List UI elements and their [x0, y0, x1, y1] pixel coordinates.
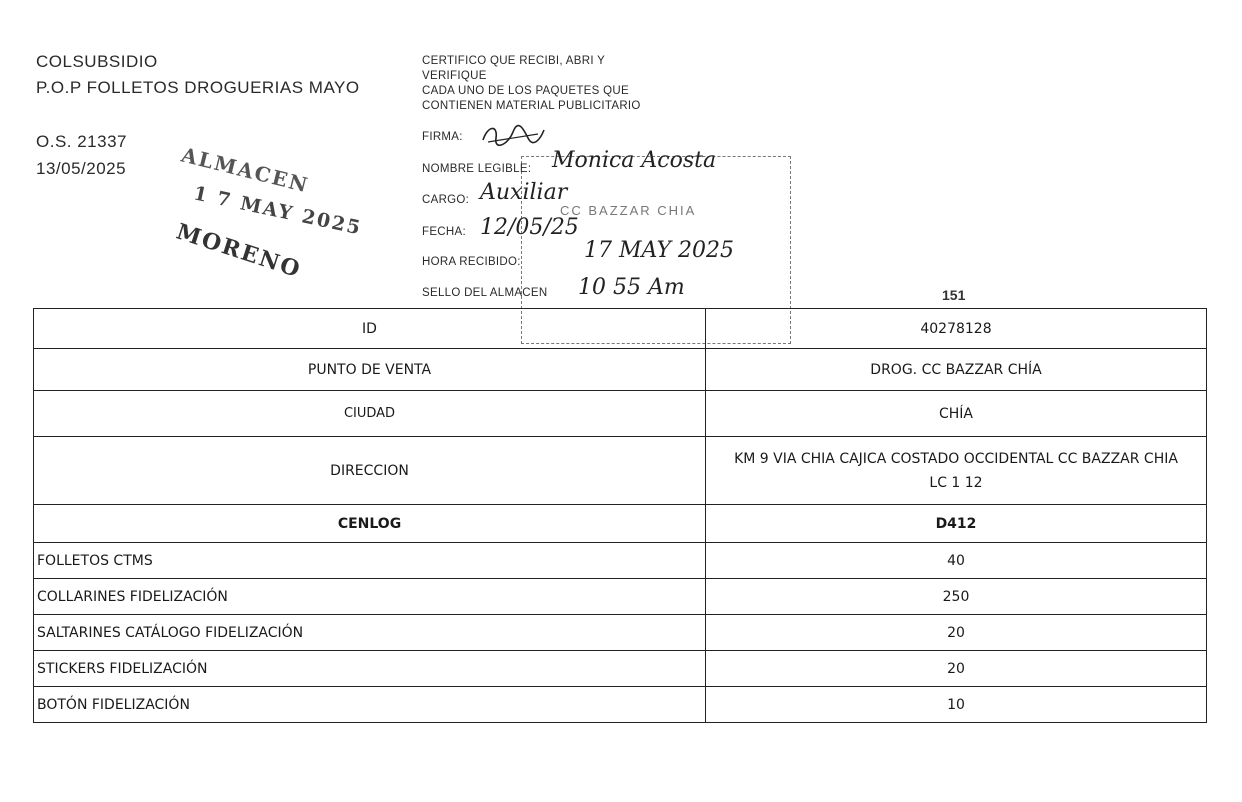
table-row: [34, 543, 1207, 579]
hora-value: 17 MAY 2025: [584, 238, 735, 263]
stamp-date: 1 7 MAY 2025: [191, 182, 364, 240]
stamp-location: MORENO: [173, 218, 305, 284]
row-value-collarines: 250: [706, 579, 1207, 615]
table-row: [34, 349, 1207, 391]
table-row: [34, 505, 1207, 543]
row-value-folletos: 40: [706, 543, 1207, 579]
table-row: [34, 615, 1207, 651]
signature-image: [478, 120, 548, 155]
row-label-collarines: COLLARINES FIDELIZACIÓN: [34, 579, 706, 615]
certificate-line-1: CERTIFICO QUE RECIBI, ABRI Y: [422, 55, 606, 67]
row-value-boton: 10: [706, 687, 1207, 723]
hora-label: HORA RECIBIDO:: [422, 256, 521, 268]
row-value-direccion: KM 9 VIA CHIA CAJICA COSTADO OCCIDENTAL CC BAZZAR CHIA LC 1 12: [706, 437, 1207, 505]
nombre-label: NOMBRE LEGIBLE:: [422, 163, 532, 175]
row-label-saltarines: SALTARINES CATÁLOGO FIDELIZACIÓN: [34, 615, 706, 651]
firma-label: FIRMA:: [422, 131, 463, 143]
certificate-line-2: VERIFIQUE: [422, 70, 487, 82]
sello-value: 10 55 Am: [578, 275, 685, 300]
stamp-inner-text: CC BAZZAR CHIA: [560, 203, 697, 218]
sello-label: SELLO DEL ALMACEN: [422, 287, 548, 299]
table-row: [34, 437, 1207, 505]
certificate-line-3: CADA UNO DE LOS PAQUETES QUE: [422, 85, 629, 97]
row-value-ciudad: CHÍA: [706, 391, 1207, 437]
row-value-saltarines: 20: [706, 615, 1207, 651]
certificate-text: [422, 54, 641, 114]
company-name: COLSUBSIDIO: [36, 52, 158, 71]
nombre-value: Monica Acosta: [552, 148, 717, 173]
table-row: [34, 391, 1207, 437]
stamp-almacen: ALMACEN: [179, 142, 312, 198]
row-label-cenlog: CENLOG: [34, 505, 706, 543]
cargo-label: CARGO:: [422, 194, 470, 206]
row-label-folletos: FOLLETOS CTMS: [34, 543, 706, 579]
row-label-punto-venta: PUNTO DE VENTA: [34, 349, 706, 391]
order-number: O.S. 21337: [36, 132, 128, 151]
row-label-direccion: DIRECCION: [34, 437, 706, 505]
row-label-boton: BOTÓN FIDELIZACIÓN: [34, 687, 706, 723]
fecha-value: 12/05/25: [480, 215, 579, 240]
row-value-stickers: 20: [706, 651, 1207, 687]
page-number: 151: [942, 287, 966, 303]
row-label-ciudad: CIUDAD: [34, 391, 706, 437]
campaign-title: P.O.P FOLLETOS DROGUERIAS MAYO: [36, 78, 360, 97]
delivery-table: [33, 308, 1207, 723]
table-row: [34, 309, 1207, 349]
row-value-cenlog: D412: [706, 505, 1207, 543]
table-row: [34, 579, 1207, 615]
fecha-label: FECHA:: [422, 226, 466, 238]
document-date: 13/05/2025: [36, 159, 127, 178]
table-row: [34, 651, 1207, 687]
row-value-punto-venta: DROG. CC BAZZAR CHÍA: [706, 349, 1207, 391]
cargo-value: Auxiliar: [480, 180, 568, 205]
row-label-stickers: STICKERS FIDELIZACIÓN: [34, 651, 706, 687]
row-value-id: 40278128: [706, 309, 1207, 349]
row-label-id: ID: [34, 309, 706, 349]
certificate-line-4: CONTIENEN MATERIAL PUBLICITARIO: [422, 100, 641, 112]
table-row: [34, 687, 1207, 723]
